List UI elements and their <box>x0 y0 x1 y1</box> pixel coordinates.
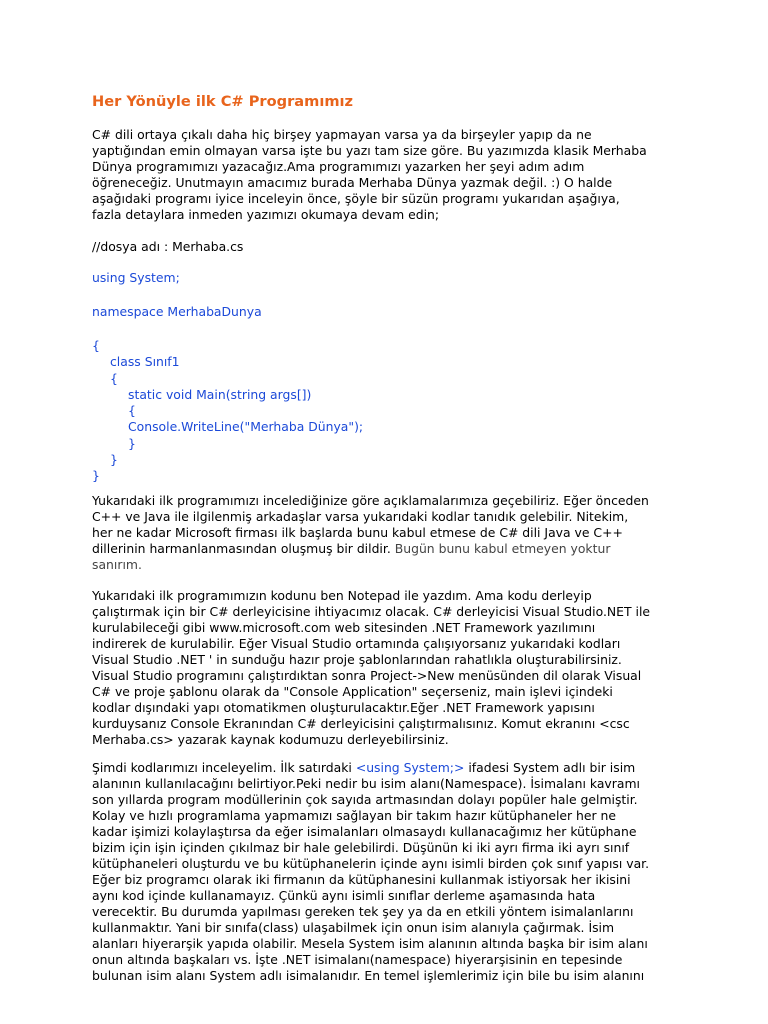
text-line <box>92 760 692 776</box>
text-line: Visual Studio .NET ' in sunduğu hazır proje şablonlarından rahatlıkla oluşturabilirsiniz. <box>92 652 622 667</box>
code-line: class Sınıf1 <box>110 354 180 370</box>
code-line: } <box>110 452 118 468</box>
code-line: } <box>92 468 100 484</box>
text-line: kurulabileceği gibi www.microsoft.com web sitesinden .NET Framework yazılımını <box>92 620 596 635</box>
text-line: öğreneceğiz. Unutmayın amacımız burada Merhaba Dünya yazmak değil. :) O halde <box>92 175 613 190</box>
text-line: Yukarıdaki ilk programımızı incelediğinize göre açıklamalarımıza geçebiliriz. Eğer önceden <box>92 493 649 508</box>
namespace-paragraph <box>92 760 692 984</box>
text-line: her ne kadar Microsoft firması ilk başlarda bunu kabul etmese de C# dili Java ve C++ <box>92 525 623 540</box>
text-segment: dillerinin harmanlanmasından oluşmuş bir dildir. <box>92 541 391 556</box>
file-comment <box>92 239 692 255</box>
text-line: bulunan isim alanı System adlı isimalanıdır. En temel işlemlerimiz için bile bu isim alanını <box>92 968 645 983</box>
text-line: C# ve proje şablonu olarak da "Console Application" seçerseniz, main işlevi içindeki <box>92 684 613 699</box>
code-block <box>92 338 692 485</box>
text-line: aynı kod içinde kullanamayız. Çünkü aynı isimli sınıflar derleme aşamasında hata <box>92 888 596 903</box>
text-line: bizim için işin içinden çıkılmaz bir hale gelebilirdi. Düşünün ki iki ayrı firma iki ayrı sınıf <box>92 840 630 855</box>
text-segment: Şimdi kodlarımızı inceleyelim. İlk satırdaki <box>92 760 356 775</box>
text-line: C++ ve Java ile ilgilenmiş arkadaşlar varsa yukarıdaki kodlar tanıdık gelebilir. Nitekim, <box>92 509 629 524</box>
text-line: indirerek de kurulabilir. Eğer Visual Studio ortamında çalışıyorsanız yukarıdaki kodları <box>92 636 621 651</box>
text-line: kütüphaneleri oluşturdu ve bu kütüphanelerin içinde aynı isimli birden çok sınıf yapısı var. <box>92 856 650 871</box>
text-line: Yukarıdaki ilk programımızın kodunu ben Notepad ile yazdım. Ama kodu derleyip <box>92 588 592 603</box>
text-line: kurduysanız Console Ekranından C# derleyicisini çalıştırmalısınız. Komut ekranını <csc <box>92 716 630 731</box>
code-line: Console.WriteLine("Merhaba Dünya"); <box>128 419 364 435</box>
code-line: } <box>128 435 136 451</box>
explanation-paragraph <box>92 493 692 573</box>
code-line: { <box>92 338 100 353</box>
text-line: Visual Studio programını çalıştırdıktan sonra Project->New menüsünden dil olarak Visual <box>92 668 642 683</box>
text-line: çalıştırmak için bir C# derleyicisine ihtiyacımız olacak. C# derleyicisi Visual Studio.NET ile <box>92 604 651 619</box>
text-segment: ifadesi System adlı bir isim <box>464 760 636 775</box>
text-line: kullanmaktır. Yani bir sınıfa(class) ulaşabilmek için onun isim alanıyla çağırmak. İsim <box>92 920 615 935</box>
text-line: onun altında başkaları vs. İşte .NET isimalanı(namespace) hiyerarşisinin en tepesinde <box>92 952 623 967</box>
text-line <box>92 541 692 557</box>
code-line: { <box>128 403 136 419</box>
code-line: static void Main(string args[]) <box>128 386 312 402</box>
muted-text-segment: Bugün bunu kabul etmeyen yoktur <box>390 541 611 556</box>
file-comment-text: //dosya adı : Merhaba.cs <box>92 239 244 254</box>
text-line: fazla detaylara inmeden yazımızı okumaya devam edin; <box>92 207 440 222</box>
text-line: sanırım. <box>92 557 142 572</box>
inline-code: <using System;> <box>355 760 465 775</box>
namespace-declaration <box>92 304 692 320</box>
text-line: Kolay ve hızlı programlama yapmamızı sağlayan bir takım hazır kütüphaneler her ne <box>92 808 617 823</box>
text-line: Merhaba.cs> yazarak kaynak kodumuzu derleyebilirsiniz. <box>92 732 449 747</box>
namespace-text: namespace MerhabaDunya <box>92 304 262 319</box>
using-statement <box>92 270 692 286</box>
text-line: yaptığından emin olmayan varsa işte bu yazı tam size göre. Bu yazımızda klasik Merhaba <box>92 143 647 158</box>
text-line: son yıllarda program modüllerinin çok sayıda artmasından dolayı popüler hale gelmiştir. <box>92 792 638 807</box>
intro-paragraph <box>92 127 692 223</box>
text-line: verecektir. Bu durumda yapılması gereken tek şey ya da en etkili yöntem isimalanlarını <box>92 904 634 919</box>
text-line: alanının kullanılacağını belirtiyor.Peki nedir bu isim alanı(Namespace). İsimalanı kavramı <box>92 776 640 791</box>
text-line: Dünya programımızı yazacağız.Ama programımızı yazarken her şeyi adım adım <box>92 159 585 174</box>
text-line: kadar işimizi kolaylaştırsa da eğer isimalanları olmasaydı kullanacağımız her kütüphane <box>92 824 637 839</box>
text-line: aşağıdaki programı iyice inceleyin önce, şöyle bir süzün programı yukarıdan aşağıya, <box>92 191 620 206</box>
text-line: alanları hiyerarşik yapıda olabilir. Mesela System isim alanının altında başka bir isim alanı <box>92 936 648 951</box>
page-title: Her Yönüyle ilk C# Programımız <box>92 93 354 110</box>
text-line: kodlar dışındaki yapı otomatikmen oluşturulacaktır.Eğer .NET Framework yapısını <box>92 700 595 715</box>
using-text: using System; <box>92 270 180 285</box>
text-line: Eğer biz programcı olarak iki firmanın da kütüphanesini kullanmak istiyorsak her ikisini <box>92 872 631 887</box>
text-line: C# dili ortaya çıkalı daha hiç birşey yapmayan varsa ya da birşeyler yapıp da ne <box>92 127 592 142</box>
compiler-paragraph <box>92 588 692 748</box>
code-line: { <box>110 370 118 386</box>
